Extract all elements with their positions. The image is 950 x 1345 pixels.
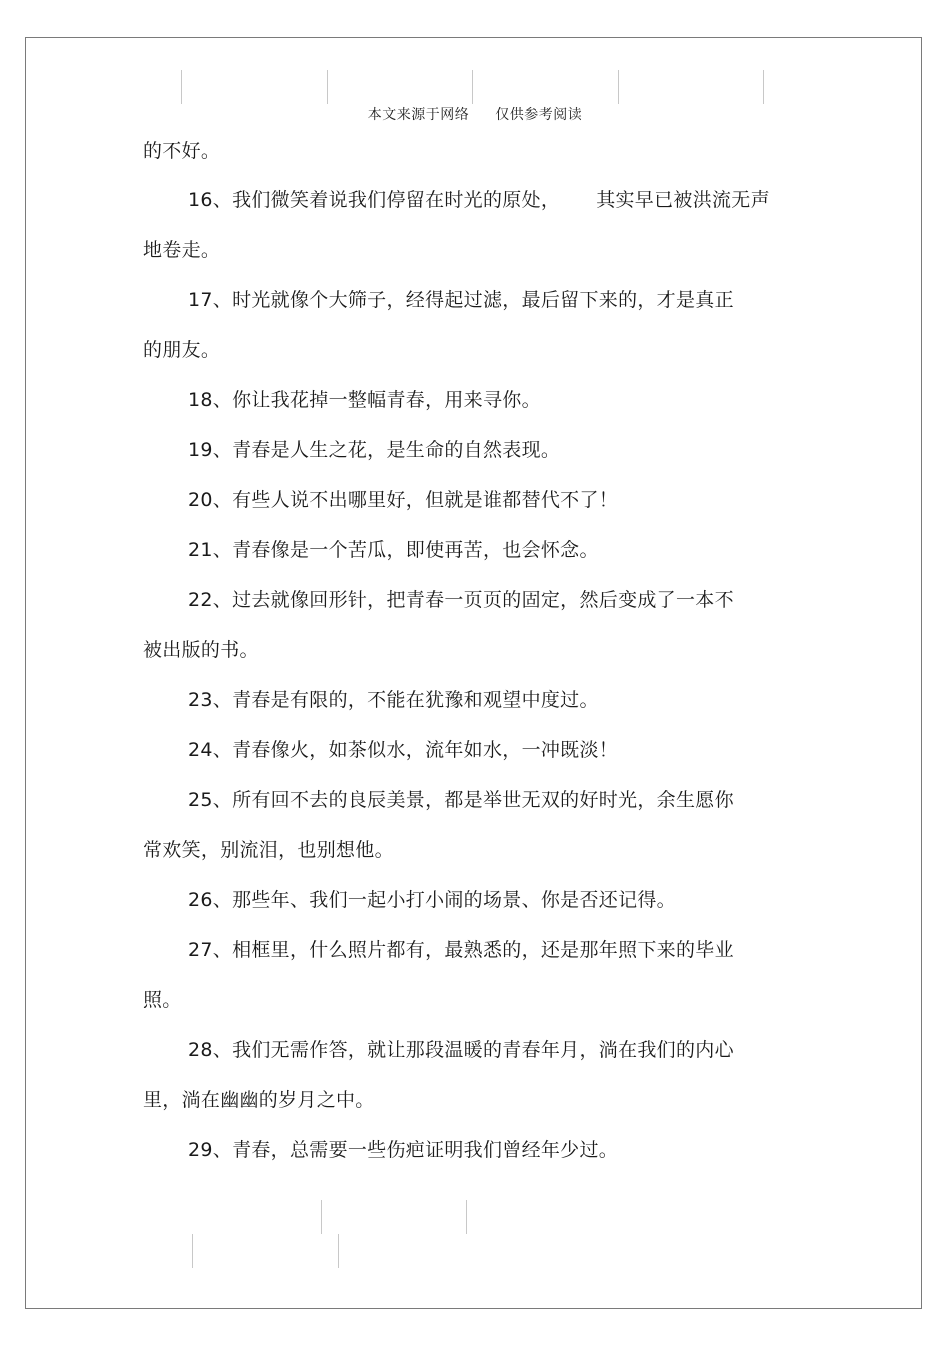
source-disclaimer	[0, 104, 950, 124]
top-rule-2	[327, 70, 328, 104]
bottom-rule-3	[192, 1234, 193, 1268]
text-line: 常欢笑，别流泪，也别想他。	[143, 839, 394, 861]
bottom-rule-1	[321, 1200, 322, 1234]
text-line: 25、所有回不去的良辰美景，都是举世无双的好时光，余生愿你	[188, 789, 734, 811]
disclaimer-left: 本文来源于网络	[367, 107, 470, 123]
top-rule-1	[181, 70, 182, 104]
text-line: 26、那些年、我们一起小打小闹的场景、你是否还记得。	[188, 889, 676, 911]
text-line: 28、我们无需作答，就让那段温暖的青春年月，淌在我们的内心	[188, 1039, 734, 1061]
text-line: 地卷走。	[143, 239, 221, 261]
text-line: 22、过去就像回形针，把青春一页页的固定，然后变成了一本不	[188, 589, 734, 611]
text-line-part: 其实早已被洪流无声	[596, 189, 770, 211]
text-line	[188, 188, 770, 212]
text-line: 17、时光就像个大筛子，经得起过滤，最后留下来的，才是真正	[188, 289, 734, 311]
text-line: 24、青春像火，如茶似水，流年如水，一冲既淡！	[188, 739, 619, 761]
top-rule-5	[763, 70, 764, 104]
text-line: 的朋友。	[143, 339, 221, 361]
text-line: 被出版的书。	[143, 639, 259, 661]
bottom-rule-2	[466, 1200, 467, 1234]
page-border	[25, 37, 922, 1309]
top-rule-3	[472, 70, 473, 104]
text-line: 18、你让我花掉一整幅青春，用来寻你。	[188, 389, 541, 411]
text-line: 20、有些人说不出哪里好，但就是谁都替代不了！	[188, 489, 619, 511]
text-line: 的不好。	[143, 140, 221, 162]
disclaimer-right: 仅供参考阅读	[495, 107, 583, 123]
text-line: 照。	[143, 989, 182, 1011]
bottom-rule-4	[338, 1234, 339, 1268]
text-line: 里，淌在幽幽的岁月之中。	[143, 1089, 375, 1111]
top-rule-4	[618, 70, 619, 104]
text-line: 23、青春是有限的，不能在犹豫和观望中度过。	[188, 689, 599, 711]
text-line: 19、青春是人生之花，是生命的自然表现。	[188, 439, 561, 461]
text-line: 29、青春，总需要一些伤疤证明我们曾经年少过。	[188, 1139, 619, 1161]
text-line: 21、青春像是一个苦瓜，即使再苦，也会怀念。	[188, 539, 599, 561]
text-line-part: 16、我们微笑着说我们停留在时光的原处，	[188, 189, 561, 211]
text-line: 27、相框里，什么照片都有，最熟悉的，还是那年照下来的毕业	[188, 939, 734, 961]
